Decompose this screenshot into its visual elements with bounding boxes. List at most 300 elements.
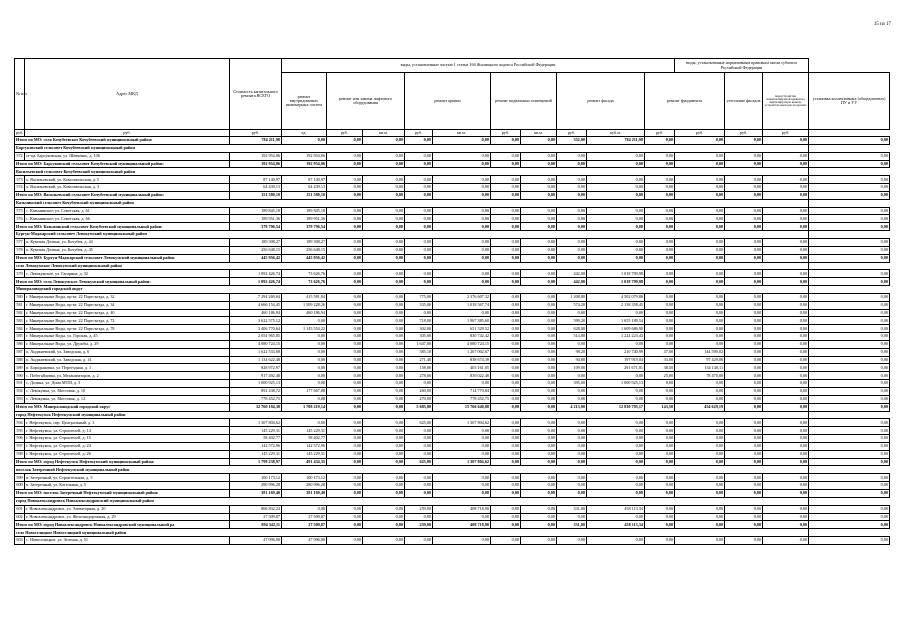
value-cell: 0,00 bbox=[587, 223, 645, 231]
value-cell: 0,00 bbox=[725, 521, 763, 529]
value-cell: 0,00 bbox=[363, 176, 405, 184]
value-cell: 189 308,27 bbox=[230, 238, 282, 246]
value-cell: 1 092 426,74 bbox=[230, 270, 282, 278]
value-cell: 0,00 bbox=[645, 137, 675, 145]
value-cell: 894 342,11 bbox=[230, 521, 282, 529]
value-cell: 0,00 bbox=[675, 238, 725, 246]
unit-cell: руб. bbox=[763, 130, 809, 137]
value-cell: 0,00 bbox=[327, 395, 363, 403]
table-row bbox=[15, 474, 890, 482]
value-cell: 0,00 bbox=[521, 215, 557, 223]
header-n: № п/п bbox=[15, 59, 25, 130]
row-address: г. Нефтекумск, ул. Строителей, д. 24 bbox=[25, 442, 230, 450]
row-number: 584 bbox=[15, 325, 25, 333]
value-cell: 460 186,94 bbox=[282, 309, 327, 317]
value-cell: 0,00 bbox=[363, 380, 405, 388]
section-row bbox=[15, 199, 890, 207]
row-address: г. Нефтекумск, ул. Строителей, д. 15 bbox=[25, 435, 230, 443]
table-body bbox=[15, 137, 890, 545]
row-number: 578 bbox=[15, 246, 25, 254]
value-cell: 0,00 bbox=[763, 474, 809, 482]
value-cell: 0,00 bbox=[521, 301, 557, 309]
value-cell: 0,00 bbox=[675, 419, 725, 427]
row-address: п. Затеречный, ул. Строительная, д. 5 bbox=[25, 474, 230, 482]
value-cell: 0,00 bbox=[405, 137, 433, 145]
value-cell: 0,00 bbox=[557, 215, 587, 223]
header-group-1: виды, установленные частью 1 статьи 166 Жилищного кодекса Российской Федерации bbox=[282, 59, 675, 73]
value-cell: 0,00 bbox=[491, 137, 521, 145]
value-cell: 0,00 bbox=[675, 176, 725, 184]
value-cell: 0,00 bbox=[809, 270, 890, 278]
value-cell: 0,00 bbox=[405, 278, 433, 286]
value-cell: 0,00 bbox=[433, 137, 491, 145]
value-cell: 0,00 bbox=[363, 489, 405, 497]
value-cell: 0,00 bbox=[405, 489, 433, 497]
value-cell: 0,00 bbox=[809, 293, 890, 301]
value-cell: 0,00 bbox=[725, 482, 763, 490]
value-cell: 0,00 bbox=[809, 364, 890, 372]
value-cell: 0,00 bbox=[433, 160, 491, 168]
value-cell: 0,00 bbox=[809, 513, 890, 521]
value-cell: 0,00 bbox=[557, 238, 587, 246]
table-row bbox=[15, 513, 890, 521]
value-cell: 0,00 bbox=[491, 458, 521, 466]
table-row bbox=[15, 537, 890, 545]
value-cell: 0,00 bbox=[491, 356, 521, 364]
table-row bbox=[15, 152, 890, 160]
header-facade: ремонт фасада bbox=[557, 73, 645, 130]
row-number: 593 bbox=[15, 395, 25, 403]
value-cell: 0,00 bbox=[405, 246, 433, 254]
value-cell: 0,00 bbox=[282, 317, 327, 325]
table-row bbox=[15, 356, 890, 364]
row-number: 582 bbox=[15, 309, 25, 317]
row-address: п. Кумская Долина, ул. Кочубея, д. 45 bbox=[25, 246, 230, 254]
value-cell: 718,00 bbox=[405, 317, 433, 325]
value-cell: 625,00 bbox=[405, 458, 433, 466]
unit-cell: кв.м. bbox=[433, 130, 491, 137]
value-cell: 331,00 bbox=[557, 505, 587, 513]
value-cell: 0,00 bbox=[587, 184, 645, 192]
value-cell: 0,00 bbox=[521, 207, 557, 215]
value-cell: 0,00 bbox=[675, 380, 725, 388]
value-cell: 0,00 bbox=[433, 254, 491, 262]
value-cell: 0,00 bbox=[725, 380, 763, 388]
value-cell: 0,00 bbox=[809, 458, 890, 466]
value-cell: 0,00 bbox=[491, 223, 521, 231]
section-row bbox=[15, 529, 890, 537]
value-cell: 0,00 bbox=[809, 489, 890, 497]
row-number: 576 bbox=[15, 215, 25, 223]
table-row bbox=[15, 364, 890, 372]
row-address: г. Минеральные Воды, пр-кт. 22 Партсъезда, д. 32 bbox=[25, 293, 230, 301]
total-label: Итого по МО: город Новоалександровск Новоалександровский муниципальный ра bbox=[15, 521, 230, 529]
value-cell: 0,00 bbox=[363, 340, 405, 348]
value-cell: 0,00 bbox=[282, 333, 327, 341]
value-cell: 0,00 bbox=[725, 333, 763, 341]
value-cell: 192 954,06 bbox=[230, 160, 282, 168]
value-cell: 151 580,10 bbox=[230, 191, 282, 199]
value-cell: 0,00 bbox=[363, 395, 405, 403]
value-cell: 47 096,00 bbox=[230, 537, 282, 545]
value-cell: 0,00 bbox=[587, 482, 645, 490]
value-cell: 0,00 bbox=[327, 427, 363, 435]
value-cell: 0,00 bbox=[809, 380, 890, 388]
value-cell: 0,00 bbox=[405, 160, 433, 168]
value-cell: 259,00 bbox=[405, 521, 433, 529]
value-cell: 87 140,97 bbox=[230, 176, 282, 184]
value-cell: 0,00 bbox=[521, 333, 557, 341]
value-cell: 0,00 bbox=[405, 427, 433, 435]
value-cell: 0,00 bbox=[327, 419, 363, 427]
table-row bbox=[15, 482, 890, 490]
row-number: 587 bbox=[15, 348, 25, 356]
unit-cell: ед. bbox=[282, 130, 327, 137]
value-cell: 379 796,54 bbox=[230, 223, 282, 231]
value-cell: 0,00 bbox=[725, 356, 763, 364]
value-cell: 0,00 bbox=[809, 403, 890, 411]
value-cell: 0,00 bbox=[521, 152, 557, 160]
table-header bbox=[15, 59, 890, 137]
value-cell: 1 000 925,13 bbox=[587, 380, 645, 388]
value-cell: 0,00 bbox=[557, 537, 587, 545]
value-cell: 0,00 bbox=[491, 293, 521, 301]
row-address: х. Васильевский, ул. Комсомольская, д. 3 bbox=[25, 184, 230, 192]
value-cell: 0,00 bbox=[521, 403, 557, 411]
value-cell: 0,00 bbox=[763, 450, 809, 458]
value-cell: 0,00 bbox=[645, 442, 675, 450]
value-cell: 0,00 bbox=[725, 458, 763, 466]
value-cell: 4 080 724,15 bbox=[433, 340, 491, 348]
value-cell: 0,00 bbox=[809, 450, 890, 458]
value-cell: 0,00 bbox=[763, 380, 809, 388]
page-number: 15 из 17 bbox=[873, 22, 891, 27]
value-cell: 0,00 bbox=[557, 513, 587, 521]
value-cell: 0,00 bbox=[725, 435, 763, 443]
value-cell: 0,00 bbox=[763, 403, 809, 411]
value-cell: 109,00 bbox=[557, 364, 587, 372]
total-label: Итого по МО: Васильевский сельсовет Кочубеевский муниципальный район: bbox=[15, 191, 230, 199]
value-cell: 0,00 bbox=[557, 223, 587, 231]
row-number: 586 bbox=[15, 340, 25, 348]
value-cell: 0,00 bbox=[491, 482, 521, 490]
value-cell: 0,00 bbox=[433, 176, 491, 184]
value-cell: 0,00 bbox=[645, 301, 675, 309]
value-cell: 192 954,06 bbox=[230, 152, 282, 160]
value-cell: 0,00 bbox=[645, 474, 675, 482]
value-cell: 0,00 bbox=[809, 215, 890, 223]
value-cell: 828 972,97 bbox=[230, 364, 282, 372]
value-cell: 0,00 bbox=[282, 419, 327, 427]
value-cell: 0,00 bbox=[521, 340, 557, 348]
row-address: п. Кумская Долина, ул. Кочубея, д. 44 bbox=[25, 238, 230, 246]
section-label: Бургун-Маджарский сельсовет Левокумский муниципальный район bbox=[15, 231, 809, 239]
total-row bbox=[15, 278, 890, 286]
value-cell: 0,00 bbox=[675, 489, 725, 497]
value-cell: 0,00 bbox=[405, 184, 433, 192]
header-meters: установка коллективных (общедомовых) ПУ и УУ bbox=[809, 73, 890, 130]
value-cell: 0,00 bbox=[327, 325, 363, 333]
value-cell: 0,00 bbox=[557, 427, 587, 435]
value-cell: 0,00 bbox=[725, 254, 763, 262]
value-cell: 892 438,72 bbox=[230, 388, 282, 396]
value-cell: 0,00 bbox=[645, 395, 675, 403]
value-cell: 0,00 bbox=[645, 388, 675, 396]
total-row bbox=[15, 160, 890, 168]
row-number: 580 bbox=[15, 293, 25, 301]
row-number: 601 bbox=[15, 505, 25, 513]
value-cell: 4 666 154,45 bbox=[230, 301, 282, 309]
value-cell: 0,00 bbox=[327, 442, 363, 450]
value-cell: 0,00 bbox=[725, 207, 763, 215]
value-cell: 0,00 bbox=[521, 254, 557, 262]
value-cell: 0,00 bbox=[809, 278, 890, 286]
value-cell: 189 951,36 bbox=[230, 215, 282, 223]
value-cell: 0,00 bbox=[809, 474, 890, 482]
value-cell: 0,00 bbox=[763, 176, 809, 184]
value-cell: 0,00 bbox=[491, 513, 521, 521]
value-cell: 291 671,81 bbox=[587, 364, 645, 372]
value-cell: 0,00 bbox=[809, 254, 890, 262]
value-cell: 0,00 bbox=[327, 364, 363, 372]
value-cell: 0,00 bbox=[363, 403, 405, 411]
value-cell: 830 742,42 bbox=[433, 333, 491, 341]
table-row bbox=[15, 450, 890, 458]
value-cell: 0,00 bbox=[809, 191, 890, 199]
value-cell: 0,00 bbox=[521, 482, 557, 490]
value-cell: 0,00 bbox=[363, 293, 405, 301]
value-cell: 0,00 bbox=[405, 537, 433, 545]
value-cell: 1 018 799,98 bbox=[587, 270, 645, 278]
row-number: 602 bbox=[15, 513, 25, 521]
value-cell: 0,00 bbox=[675, 427, 725, 435]
value-cell: 0,00 bbox=[405, 238, 433, 246]
row-address: х. Васильевский, ул. Комсомольская, д. 5 bbox=[25, 176, 230, 184]
value-cell: 58 402,77 bbox=[230, 435, 282, 443]
value-cell: 1 267 002,67 bbox=[433, 348, 491, 356]
value-cell: 1 967 385,60 bbox=[433, 317, 491, 325]
value-cell: 0,00 bbox=[809, 184, 890, 192]
row-number: 594 bbox=[15, 419, 25, 427]
value-cell: 0,00 bbox=[363, 513, 405, 521]
value-cell: 0,00 bbox=[763, 505, 809, 513]
value-cell: 0,00 bbox=[809, 537, 890, 545]
value-cell: 0,00 bbox=[491, 427, 521, 435]
value-cell: 0,00 bbox=[282, 137, 327, 145]
total-row bbox=[15, 403, 890, 411]
value-cell: 0,00 bbox=[763, 356, 809, 364]
row-number: 581 bbox=[15, 301, 25, 309]
table-row bbox=[15, 309, 890, 317]
row-address: с. Побегайловка, ул. Механизаторов, д. 2 bbox=[25, 372, 230, 380]
value-cell: 0,00 bbox=[725, 246, 763, 254]
value-cell: 0,00 bbox=[491, 309, 521, 317]
value-cell: 0,00 bbox=[763, 364, 809, 372]
value-cell: 0,00 bbox=[363, 301, 405, 309]
value-cell: 0,00 bbox=[645, 513, 675, 521]
value-cell: 0,00 bbox=[809, 348, 890, 356]
value-cell: 3 708 219,14 bbox=[282, 403, 327, 411]
value-cell: 0,00 bbox=[725, 223, 763, 231]
value-cell: 0,00 bbox=[557, 340, 587, 348]
value-cell: 1 655 189,54 bbox=[587, 317, 645, 325]
value-cell: 0,00 bbox=[405, 254, 433, 262]
value-cell: 0,00 bbox=[763, 278, 809, 286]
value-cell: 0,00 bbox=[521, 388, 557, 396]
value-cell: 0,00 bbox=[587, 238, 645, 246]
value-cell: 0,00 bbox=[405, 152, 433, 160]
value-cell: 0,00 bbox=[491, 340, 521, 348]
value-cell: 0,00 bbox=[327, 348, 363, 356]
value-cell: 0,00 bbox=[675, 537, 725, 545]
total-label: Итого по МО: Барсуковский сельсовет Кочубеевский муниципальный район: bbox=[15, 160, 230, 168]
value-cell: 838 674,39 bbox=[433, 356, 491, 364]
value-cell: 1 018 799,98 bbox=[587, 278, 645, 286]
value-cell: 0,00 bbox=[763, 513, 809, 521]
row-address: г. Нефтекумск, ул. Строителей, д. 14 bbox=[25, 427, 230, 435]
value-cell: 0,00 bbox=[363, 435, 405, 443]
value-cell: 445 956,42 bbox=[230, 254, 282, 262]
value-cell: 0,00 bbox=[587, 152, 645, 160]
value-cell: 210 740,99 bbox=[587, 348, 645, 356]
value-cell: 0,00 bbox=[645, 215, 675, 223]
value-cell: 839 022,48 bbox=[433, 372, 491, 380]
total-row bbox=[15, 489, 890, 497]
value-cell: 0,00 bbox=[433, 489, 491, 497]
table-row bbox=[15, 317, 890, 325]
value-cell: 0,00 bbox=[327, 223, 363, 231]
value-cell: 0,00 bbox=[587, 435, 645, 443]
value-cell: 0,00 bbox=[675, 450, 725, 458]
value-cell: 189 845,18 bbox=[230, 207, 282, 215]
value-cell: 0,00 bbox=[491, 442, 521, 450]
value-cell: 0,00 bbox=[521, 356, 557, 364]
value-cell: 0,00 bbox=[521, 372, 557, 380]
value-cell: 271,40 bbox=[405, 356, 433, 364]
table-row bbox=[15, 293, 890, 301]
value-cell: 0,00 bbox=[557, 474, 587, 482]
value-cell: 0,00 bbox=[491, 333, 521, 341]
value-cell: 0,00 bbox=[433, 246, 491, 254]
value-cell: 145 229,31 bbox=[282, 450, 327, 458]
value-cell: 0,00 bbox=[327, 160, 363, 168]
value-cell: 0,00 bbox=[763, 395, 809, 403]
value-cell: 778 452,75 bbox=[230, 395, 282, 403]
value-cell: 1 799 238,97 bbox=[230, 458, 282, 466]
value-cell: 1 609 686,90 bbox=[587, 325, 645, 333]
value-cell: 0,00 bbox=[587, 458, 645, 466]
row-number: 603 bbox=[15, 537, 25, 545]
value-cell: 917 492,48 bbox=[230, 372, 282, 380]
value-cell: 0,00 bbox=[725, 474, 763, 482]
value-cell: 1 307 804,62 bbox=[230, 419, 282, 427]
value-cell: 0,00 bbox=[645, 317, 675, 325]
value-cell: 0,00 bbox=[405, 191, 433, 199]
value-cell: 0,00 bbox=[405, 270, 433, 278]
value-cell: 0,00 bbox=[645, 160, 675, 168]
value-cell: 0,00 bbox=[405, 207, 433, 215]
value-cell: 0,00 bbox=[491, 152, 521, 160]
value-cell: 0,00 bbox=[675, 340, 725, 348]
value-cell: 3 406 770,64 bbox=[230, 325, 282, 333]
value-cell: 0,00 bbox=[521, 137, 557, 145]
value-cell: 0,00 bbox=[675, 333, 725, 341]
value-cell: 0,00 bbox=[557, 309, 587, 317]
value-cell: 0,00 bbox=[327, 293, 363, 301]
row-number: 575 bbox=[15, 207, 25, 215]
value-cell: 0,00 bbox=[433, 450, 491, 458]
value-cell: 0,00 bbox=[363, 482, 405, 490]
value-cell: 33,00 bbox=[645, 356, 675, 364]
value-cell: 0,00 bbox=[587, 207, 645, 215]
value-cell: 0,00 bbox=[725, 293, 763, 301]
table-row bbox=[15, 215, 890, 223]
value-cell: 0,00 bbox=[557, 458, 587, 466]
value-cell: 0,00 bbox=[521, 537, 557, 545]
value-cell: 408 718,90 bbox=[433, 505, 491, 513]
value-cell: 0,00 bbox=[725, 309, 763, 317]
value-cell: 0,00 bbox=[557, 419, 587, 427]
value-cell: 395,00 bbox=[557, 380, 587, 388]
value-cell: 0,00 bbox=[763, 191, 809, 199]
value-cell: 0,00 bbox=[491, 176, 521, 184]
row-number: 589 bbox=[15, 364, 25, 372]
value-cell: 0,00 bbox=[521, 191, 557, 199]
value-cell: 0,00 bbox=[327, 270, 363, 278]
value-cell: 0,00 bbox=[645, 184, 675, 192]
value-cell: 0,00 bbox=[405, 442, 433, 450]
value-cell: 0,00 bbox=[809, 176, 890, 184]
value-cell: 0,00 bbox=[675, 521, 725, 529]
value-cell: 0,00 bbox=[675, 223, 725, 231]
value-cell: 0,00 bbox=[587, 513, 645, 521]
value-cell: 192 954,06 bbox=[282, 160, 327, 168]
value-cell: 73 626,76 bbox=[282, 270, 327, 278]
value-cell: 415 581,84 bbox=[282, 293, 327, 301]
unit-cell: руб. bbox=[491, 130, 521, 137]
value-cell: 1 622 533,68 bbox=[230, 348, 282, 356]
value-cell: 0,00 bbox=[809, 317, 890, 325]
value-cell: 1 000 925,13 bbox=[230, 380, 282, 388]
table-row bbox=[15, 207, 890, 215]
value-cell: 0,00 bbox=[363, 238, 405, 246]
value-cell: 0,00 bbox=[725, 317, 763, 325]
header-basement: ремонт подвальных помещений bbox=[491, 73, 557, 130]
total-label: Итого по МО: Казьминский сельсовет Кочубеевский муниципальный район: bbox=[15, 223, 230, 231]
value-cell: 145 229,31 bbox=[282, 427, 327, 435]
value-cell: 25,00 bbox=[645, 372, 675, 380]
value-cell: 0,00 bbox=[809, 395, 890, 403]
value-cell: 4 502 079,88 bbox=[587, 293, 645, 301]
value-cell: 0,00 bbox=[405, 215, 433, 223]
header-foundation: ремонт фундамента bbox=[645, 73, 725, 130]
value-cell: 0,00 bbox=[587, 474, 645, 482]
value-cell: 142 572,96 bbox=[282, 442, 327, 450]
value-cell: 260,00 bbox=[405, 388, 433, 396]
table-row bbox=[15, 388, 890, 396]
value-cell: 0,00 bbox=[587, 450, 645, 458]
value-cell: 335,00 bbox=[405, 301, 433, 309]
value-cell: 5 685,80 bbox=[405, 403, 433, 411]
value-cell: 2 138 358,45 bbox=[587, 301, 645, 309]
value-cell: 491 434,35 bbox=[282, 458, 327, 466]
value-cell: 0,00 bbox=[491, 160, 521, 168]
unit-cell: руб. bbox=[327, 130, 363, 137]
value-cell: 0,00 bbox=[363, 223, 405, 231]
value-cell: 0,00 bbox=[725, 160, 763, 168]
value-cell: 192 954,06 bbox=[282, 152, 327, 160]
section-label: город Новоалександровск Новоалександровский муниципальный район bbox=[15, 497, 809, 505]
